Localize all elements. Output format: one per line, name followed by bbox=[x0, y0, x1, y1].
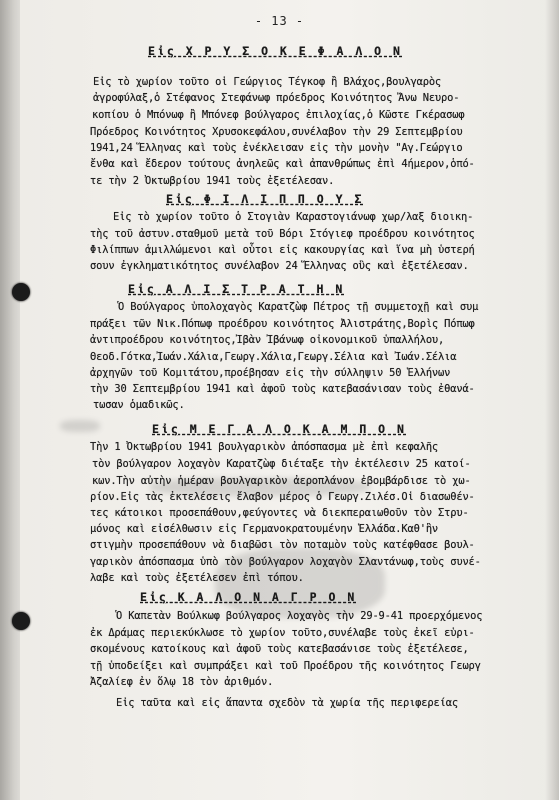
page-edge-shadow bbox=[545, 0, 559, 800]
text-line: ἀντιπροέδρου κοινότητος,Ἰβὰν Ἰβάνωφ οἰκονομικοῦ ὑπαλλήλου, bbox=[90, 334, 445, 346]
text-line: κων.Τὴν αὐτὴν ἡμέραν βουλγαρικὸν ἀεροπλάνον ἐβομβάρδισε τὸ χω- bbox=[92, 475, 471, 487]
text-line: Εἰς ταῦτα καὶ εἰς ἅπαντα σχεδὸν τὰ χωρία τῆς περιφερείας bbox=[116, 697, 458, 709]
text-line: Τὴν 1 Ὀκτωβρίου 1941 βουλγαρικὸν ἀπόσπασμα μὲ ἐπὶ κεφαλῆς bbox=[90, 441, 439, 453]
ink-smudge bbox=[60, 420, 100, 432]
section-heading: Εἰς Α Λ Ι Σ Τ Ρ Α Τ Η Ν bbox=[128, 282, 345, 296]
text-line: λαβε καὶ τοὺς ἐξετέλεσεν ἐπὶ τόπου. bbox=[90, 572, 304, 584]
text-line: 1941,24 Ἕλληνας καὶ τοὺς ἐνέκλεισαν εἰς τὴν μονὴν "Αγ.Γεώργιο bbox=[90, 142, 463, 154]
text-line: μόνος καὶ εἰσέλθωσιν εἰς Γερμανοκρατουμένην Ἑλλάδα.Καθ'ἣν bbox=[90, 523, 439, 535]
text-line: ρίον.Εἰς τὰς ἐκτελέσεις ἔλαβον μέρος ὁ Γεωργ.Ζιλέσ.Οἱ διασωθέν- bbox=[90, 491, 475, 503]
text-line: πράξει τῶν Νικ.Πόπωφ προέδρου κοινότητος Ἀλιστράτης,Βορὶς Πόπωφ bbox=[90, 318, 475, 330]
text-line: Θεοδ.Γότκα,Ἰωάν.Χάλια,Γεωργ.Χάλια,Γεωργ.Σέλια καὶ Ἰωάν.Σέλια bbox=[90, 351, 457, 363]
text-line: Πρόεδρος Κοινότητος Χρυσοκεφάλου,συνέλαβον τὴν 29 Σεπτεμβρίου bbox=[90, 126, 463, 138]
text-line: ἐκ Δράμας περιεκύκλωσε τὸ χωρίον τοῦτο,συνέλαβε τοὺς ἐκεῖ εὑρι- bbox=[90, 627, 475, 639]
text-line: σουν ἐγκληματικότητος συνέλαβον 24 Ἕλληνας οὓς καὶ ἐξετέλεσαν. bbox=[90, 260, 469, 272]
text-line: ἀγροφύλαξ,ὁ Στέφανος Στεφάνωφ πρόεδρος Κοινότητος Ἄνω Νευρο- bbox=[93, 92, 460, 104]
text-line: τε τὴν 2 Ὀκτωβρίου 1941 τοὺς ἐξετέλεσαν. bbox=[90, 175, 335, 187]
text-line: Ὁ Καπετὰν Βούλκωφ βούλγαρος λοχαγὸς τὴν 29-9-41 προερχόμενος bbox=[116, 610, 483, 622]
section-heading: Εἰς Μ Ε Γ Α Λ Ο Κ Α Μ Π Ο Ν bbox=[152, 422, 407, 436]
text-line: τὸν βούλγαρον λοχαγὸν Καρατζὼφ διέταξε τὴν ἐκτέλεσιν 25 κατοί- bbox=[92, 458, 471, 470]
text-line: τες κάτοικοι προσεπάθουν,φεύγοντες νὰ διεκπεραιωθοῦν τὸν Στρυ- bbox=[90, 507, 469, 519]
text-line: τωσαν ὁμαδικῶς. bbox=[93, 399, 185, 411]
text-line: στιγμὴν προσεπάθουν νὰ διαβῶσι τὸν ποταμὸν τοὺς κατέφθασε βουλ- bbox=[90, 539, 475, 551]
section-heading: Εἰς Κ Α Λ Ο Ν Α Γ Ρ Ο Ν bbox=[140, 590, 357, 604]
text-line: Εἰς τὸ χωρίον τοῦτο οἱ Γεώργιος Τέγκοφ ἢ Βλάχος,βουλγαρὸς bbox=[93, 76, 442, 88]
section-heading: Εἰς Χ Ρ Υ Σ Ο Κ Ε Φ Α Λ Ο Ν bbox=[148, 44, 403, 58]
text-line: Ἀζαλίεφ ἐν ὅλῳ 18 τὸν ἀριθμόν. bbox=[90, 676, 274, 688]
text-line: Φιλίππων ἁμιλλώμενοι καὶ οὗτοι εἰς κακουργίας καὶ ἵνα μὴ ὑστερή bbox=[90, 244, 475, 256]
text-line: ἀρχηγῶν τοῦ Κομιτάτου,προέβησαν εἰς τὴν σύλληψιν 50 Ἑλλήνων bbox=[90, 367, 451, 379]
punch-hole-top bbox=[12, 283, 30, 301]
text-line: σκομένους κατοίκους καὶ ἀφοῦ τοὺς κατεβασάνισε τοὺς ἐξετέλεσε, bbox=[90, 643, 469, 655]
text-line: ἔνθα καὶ ἔδερον τούτους ἀνηλεῶς καὶ ἀπανθρώπως ἐπὶ 4ήμερον,ὁπό- bbox=[90, 158, 475, 170]
text-line: Εἰς τὸ χωρίον τοῦτο ὁ Στογιὰν Καραστογιάνωφ χωρ/λαξ διοικη- bbox=[113, 211, 474, 223]
text-line: τὴν 30 Σεπτεμβρίου 1941 καὶ ἀφοῦ τοὺς κατεβασάνισαν τοὺς ἐθανά- bbox=[90, 383, 475, 395]
text-line: κοπίου ὁ Μπόνωφ ἢ Μπόνεφ βούλγαρος ἐπιλοχίας,ὁ Κῶστε Γκέρασωφ bbox=[92, 109, 465, 121]
text-line: τῇ ὑποδείξει καὶ συμπράξει καὶ τοῦ Προέδρου τῆς κοινότητος Γεωργ bbox=[90, 660, 481, 672]
section-heading: Εἰς Φ Ι Λ Ι Π Π Ο Υ Σ bbox=[166, 192, 364, 206]
text-line: τὴς τοῦ ἀστυν.σταθμοῦ μετὰ τοῦ Βόρι Στόγιεφ προέδρου κοινότητος bbox=[90, 228, 475, 240]
punch-hole-bottom bbox=[12, 612, 30, 630]
text-line: Ὁ Βούλγαρος ὑπολοχαγὸς Καρατζὼφ Πέτρος τῇ συμμετοχῇ καὶ συμ bbox=[118, 301, 479, 313]
text-line: γαρικὸν ἀπόσπασμα ὑπὸ τὸν βούλγαρον λοχαγὸν Σλαντάνωφ,τοὺς συνέ- bbox=[90, 556, 481, 568]
page-number: - 13 - bbox=[254, 14, 305, 28]
page-binding-shadow bbox=[0, 0, 20, 800]
